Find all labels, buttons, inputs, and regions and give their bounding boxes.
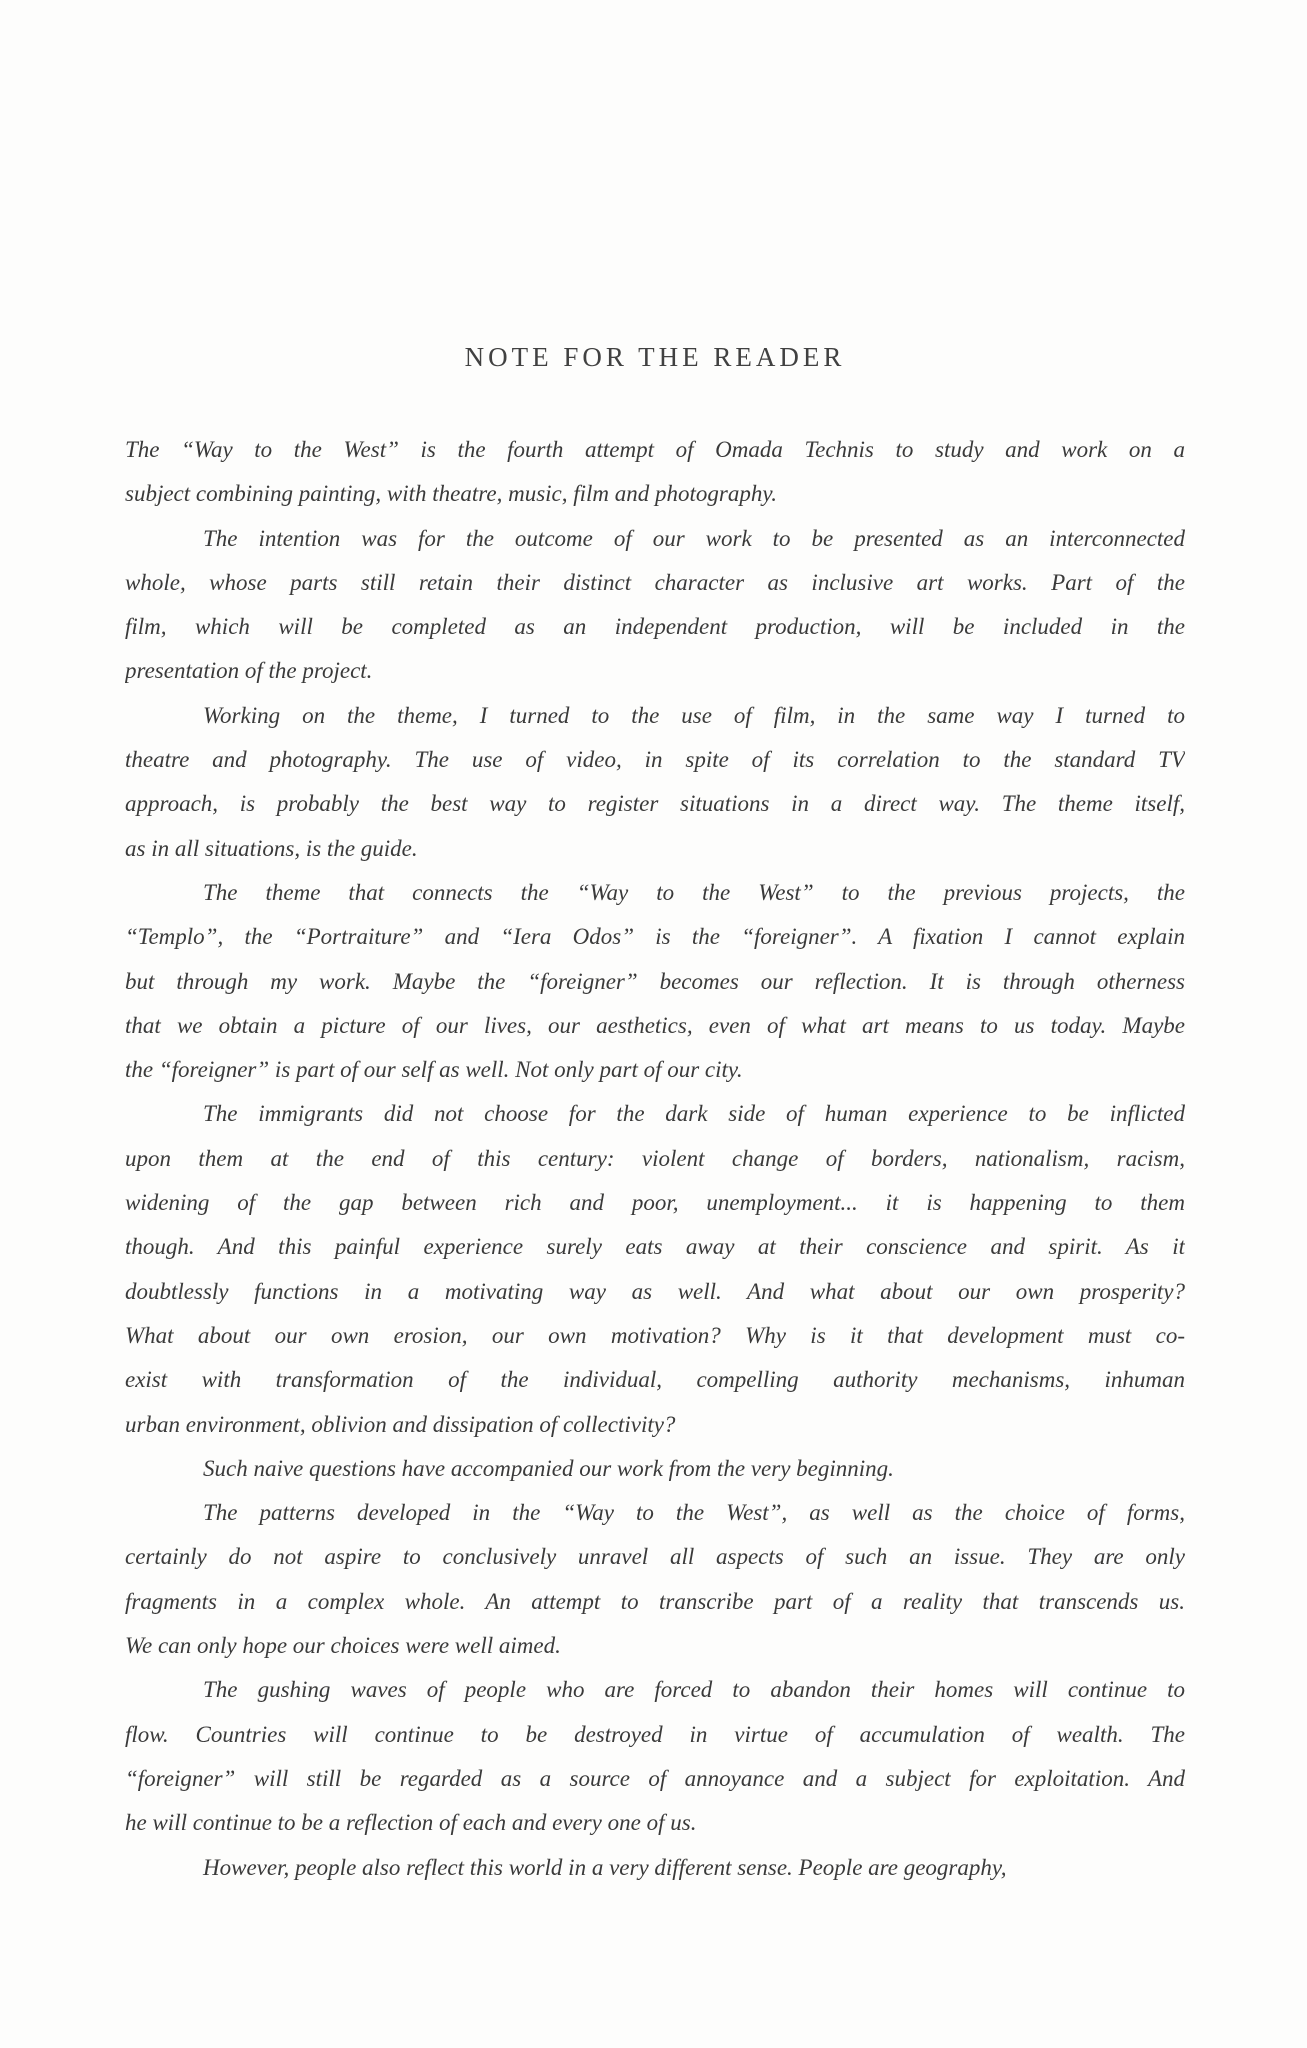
text-line: whole, whose parts still retain their distinct character as inclusive art works. Part of the (125, 569, 1185, 595)
text-line: but through my work. Maybe the “foreigner” becomes our reflection. It is through otherness (125, 968, 1185, 994)
text-line: he will continue to be a reflection of each and every one of us. (125, 1810, 697, 1836)
text-line: What about our own erosion, our own motivation? Why is it that development must co- (125, 1322, 1185, 1348)
text-line: that we obtain a picture of our lives, our aesthetics, even of what art means to us today. Maybe (125, 1012, 1185, 1038)
text-line: presentation of the project. (125, 658, 373, 684)
text-line: fragments in a complex whole. An attempt to transcribe part of a reality that transcends us. (125, 1588, 1185, 1614)
text-line: The patterns developed in the “Way to the West”, as well as the choice of forms, (203, 1500, 1185, 1526)
text-line: The intention was for the outcome of our work to be presented as an interconnected (203, 525, 1185, 551)
text-line: Such naive questions have accompanied our work from the very beginning. (203, 1455, 894, 1481)
text-line: “foreigner” will still be regarded as a source of annoyance and a subject for exploitation. And (125, 1765, 1185, 1791)
page-title: NOTE FOR THE READER (464, 342, 846, 372)
text-line: However, people also reflect this world in a very different sense. People are geography, (203, 1854, 1007, 1880)
text-line: “Templo”, the “Portraiture” and “Iera Odos” is the “foreigner”. A fixation I cannot explain (125, 924, 1185, 950)
text-line: The “Way to the West” is the fourth attempt of Omada Technis to study and work on a (125, 437, 1185, 462)
text-line: urban environment, oblivion and dissipation of collectivity? (125, 1411, 676, 1437)
body-text (125, 428, 1185, 1890)
text-line: doubtlessly functions in a motivating way as well. And what about our own prosperity? (125, 1278, 1185, 1304)
text-line: widening of the gap between rich and poor, unemployment... it is happening to them (125, 1190, 1185, 1216)
text-line: though. And this painful experience surely eats away at their conscience and spirit. As it (125, 1234, 1185, 1260)
text-line: We can only hope our choices were well aimed. (125, 1633, 561, 1659)
text-line: The theme that connects the “Way to the West” to the previous projects, the (203, 879, 1185, 905)
text-line: the “foreigner” is part of our self as well. Not only part of our city. (125, 1057, 743, 1083)
text-line: flow. Countries will continue to be destroyed in virtue of accumulation of wealth. The (125, 1721, 1185, 1747)
text-line: subject combining painting, with theatre, music, film and photography. (125, 481, 778, 507)
text-line: The immigrants did not choose for the dark side of human experience to be inflicted (203, 1101, 1185, 1127)
text-line: Working on the theme, I turned to the use of film, in the same way I turned to (203, 702, 1185, 728)
text-line: exist with transformation of the individual, compelling authority mechanisms, inhuman (125, 1367, 1185, 1393)
text-line: theatre and photography. The use of video, in spite of its correlation to the standard TV (125, 747, 1185, 773)
text-line: film, which will be completed as an independent production, will be included in the (125, 614, 1185, 640)
text-line: as in all situations, is the guide. (125, 835, 418, 861)
text-line: upon them at the end of this century: violent change of borders, nationalism, racism, (125, 1145, 1185, 1171)
text-line: The gushing waves of people who are forced to abandon their homes will continue to (203, 1677, 1185, 1703)
text-line: approach, is probably the best way to register situations in a direct way. The theme itself, (125, 791, 1185, 817)
text-line: certainly do not aspire to conclusively unravel all aspects of such an issue. They are only (125, 1544, 1185, 1570)
